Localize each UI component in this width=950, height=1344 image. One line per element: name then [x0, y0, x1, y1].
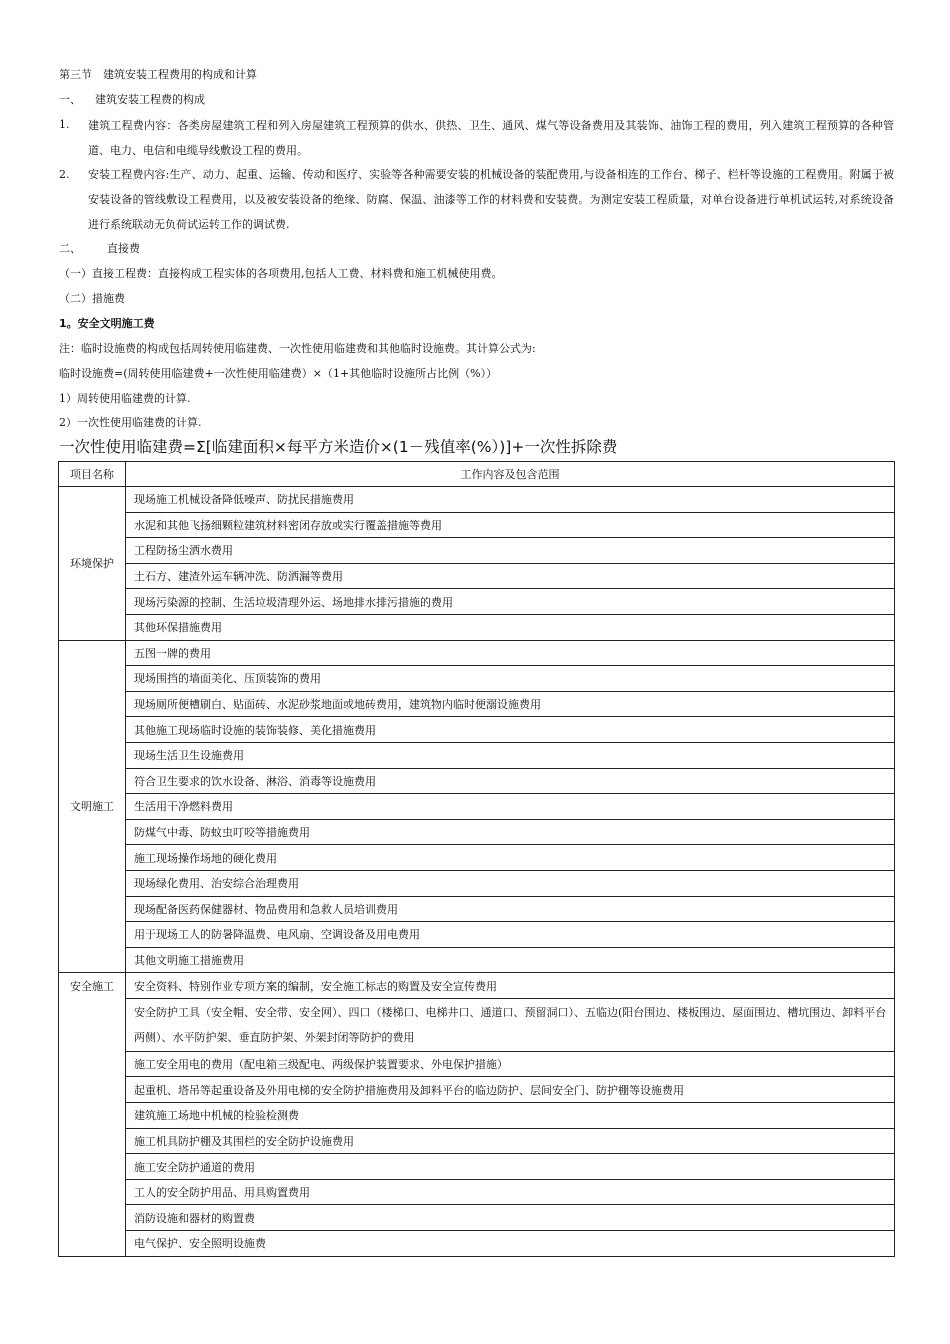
table-header-row — [59, 462, 895, 487]
note-paragraph: 注：临时设施费的构成包括周转使用临建费、一次性使用临建费和其他临时设施费。其计算公式为: — [59, 342, 536, 355]
section-1-title: 建筑安装工程费的构成 — [95, 93, 205, 106]
table-cell: 起重机、塔吊等起重设备及外用电梯的安全防护措施费用及卸料平台的临边防护、层间安全门、防护棚等设施费用 — [126, 1077, 895, 1103]
table-row — [59, 742, 895, 768]
table-row — [59, 563, 895, 589]
cost-table — [58, 461, 895, 1257]
section-2-title: 直接费 — [107, 242, 140, 255]
table-cell: 电气保护、安全照明设施费 — [126, 1231, 895, 1257]
table-cell: 防煤气中毒、防蚊虫叮咬等措施费用 — [126, 819, 895, 845]
table-cell: 土石方、建渣外运车辆冲洗、防洒漏等费用 — [126, 563, 895, 589]
table-row — [59, 1051, 895, 1077]
formula-one-time-cost: 一次性使用临建费=Σ[临建面积×每平方米造价×(1－残值率(%）)]+一次性拆除费 — [59, 438, 618, 456]
table-row — [59, 589, 895, 615]
table-cell: 安全资料、特别作业专项方案的编制，安全施工标志的购置及安全宣传费用 — [126, 973, 895, 999]
measures-heading: （二）措施费 — [59, 292, 125, 305]
table-cell: 其他施工现场临时设施的装饰装修、美化措施费用 — [126, 717, 895, 743]
table-cell: 水泥和其他飞扬细颗粒建筑材料密闭存放或实行覆盖措施等费用 — [126, 512, 895, 538]
table-row — [59, 768, 895, 794]
table-cell: 符合卫生要求的饮水设备、淋浴、消毒等设施费用 — [126, 768, 895, 794]
table-row — [59, 896, 895, 922]
table-cell: 生活用干净燃料费用 — [126, 794, 895, 820]
table-cell: 现场施工机械设备降低噪声、防扰民措施费用 — [126, 487, 895, 513]
table-cell: 消防设施和器材的购置费 — [126, 1205, 895, 1231]
table-row — [59, 1077, 895, 1103]
step-1: 1）周转使用临建费的计算. — [59, 392, 191, 405]
section-1-heading — [59, 92, 205, 108]
table-cell: 安全防护工具（安全帽、安全带、安全网）、四口（楼梯口、电梯井口、通道口、预留洞口）、五临边(阳台围边、楼板围边、屋面围边、槽坑围边、卸料平台两侧）、水平防护架、垂直防护架、外架封闭等防护的费用 — [126, 998, 895, 1051]
table-row — [59, 819, 895, 845]
table-row — [59, 512, 895, 538]
table-cell: 现场厕所便槽刷白、贴面砖、水泥砂浆地面或地砖费用，建筑物内临时便溺设施费用 — [126, 691, 895, 717]
table-row — [59, 922, 895, 948]
table-row — [59, 1128, 895, 1154]
direct-cost-paragraph: （一）直接工程费：直接构成工程实体的各项费用,包括人工费、材料费和施工机械使用费。 — [59, 267, 503, 280]
table-row — [59, 947, 895, 973]
table-cell: 施工机具防护棚及其围栏的安全防护设施费用 — [126, 1128, 895, 1154]
table-cell: 现场绿化费用、治安综合治理费用 — [126, 870, 895, 896]
table-row — [59, 487, 895, 513]
item-2-text: 安装工程费内容:生产、动力、起重、运输、传动和医疗、实验等各种需要安装的机械设备的装配费用,与设备相连的工作台、梯子、栏杆等设施的工程费用。附属于被安装设备的管线敷设工程费用，以及被安装设备的绝缘、防腐、保温、油漆等工作的材料费和安装费。为测定安装工程质量，对单台设备进行单机试运转,对系统设备进行系统联动无负荷试运转工作的调试费. — [88, 168, 894, 231]
table-row — [59, 794, 895, 820]
section-2-number: 二、 — [59, 242, 81, 255]
table-row — [59, 538, 895, 564]
table-row — [59, 1205, 895, 1231]
table-cell: 工程防扬尘洒水费用 — [126, 538, 895, 564]
table-cell: 现场围挡的墙面美化、压顶装饰的费用 — [126, 666, 895, 692]
formula-temporary-facilities: 临时设施费=(周转使用临建费+一次性使用临建费）×（1+其他临时设施所占比例（%）） — [59, 367, 498, 380]
table-row — [59, 640, 895, 666]
table-row — [59, 717, 895, 743]
item-1-text: 建筑工程费内容：各类房屋建筑工程和列入房屋建筑工程预算的供水、供热、卫生、通风、煤气等设备费用及其装饰、油饰工程的费用，列入建筑工程预算的各种管道、电力、电信和电缆导线敷设工程的费用。 — [88, 119, 894, 157]
table-row — [59, 973, 895, 999]
table-row — [59, 1154, 895, 1180]
safety-fee-title: 1。安全文明施工费 — [59, 317, 155, 330]
table-cell: 用于现场工人的防暑降温费、电风扇、空调设备及用电费用 — [126, 922, 895, 948]
table-row — [59, 845, 895, 871]
section-1-number: 一、 — [59, 93, 81, 106]
table-cell: 其他环保措施费用 — [126, 614, 895, 640]
category-civilized: 文明施工 — [59, 640, 126, 973]
table-cell: 施工安全防护通道的费用 — [126, 1154, 895, 1180]
table-cell: 建筑施工场地中机械的检验检测费 — [126, 1103, 895, 1129]
table-cell: 现场配备医药保健器材、物品费用和急救人员培训费用 — [126, 896, 895, 922]
table-row — [59, 998, 895, 1051]
section-heading: 第三节 建筑安装工程费用的构成和计算 — [59, 68, 257, 81]
table-cell: 现场生活卫生设施费用 — [126, 742, 895, 768]
table-row — [59, 870, 895, 896]
table-row — [59, 1179, 895, 1205]
item-2-number: 2. — [59, 168, 70, 181]
table-row — [59, 691, 895, 717]
table-row — [59, 1231, 895, 1257]
header-work-content: 工作内容及包含范围 — [126, 462, 895, 487]
table-row — [59, 614, 895, 640]
table-row — [59, 666, 895, 692]
table-cell: 施工现场操作场地的硬化费用 — [126, 845, 895, 871]
category-safety: 安全施工 — [59, 973, 126, 1256]
table-cell: 工人的安全防护用品、用具购置费用 — [126, 1179, 895, 1205]
table-cell: 施工安全用电的费用（配电箱三级配电、两级保护装置要求、外电保护措施） — [126, 1051, 895, 1077]
table-cell: 其他文明施工措施费用 — [126, 947, 895, 973]
table-row — [59, 1103, 895, 1129]
table-cell: 现场污染源的控制、生活垃圾清理外运、场地排水排污措施的费用 — [126, 589, 895, 615]
step-2: 2）一次性使用临建费的计算. — [59, 416, 202, 429]
table-cell: 五图一牌的费用 — [126, 640, 895, 666]
section-2-heading — [59, 241, 140, 257]
header-project-name: 项目名称 — [59, 462, 126, 487]
item-1-number: 1. — [59, 118, 70, 131]
category-environment: 环境保护 — [59, 487, 126, 641]
